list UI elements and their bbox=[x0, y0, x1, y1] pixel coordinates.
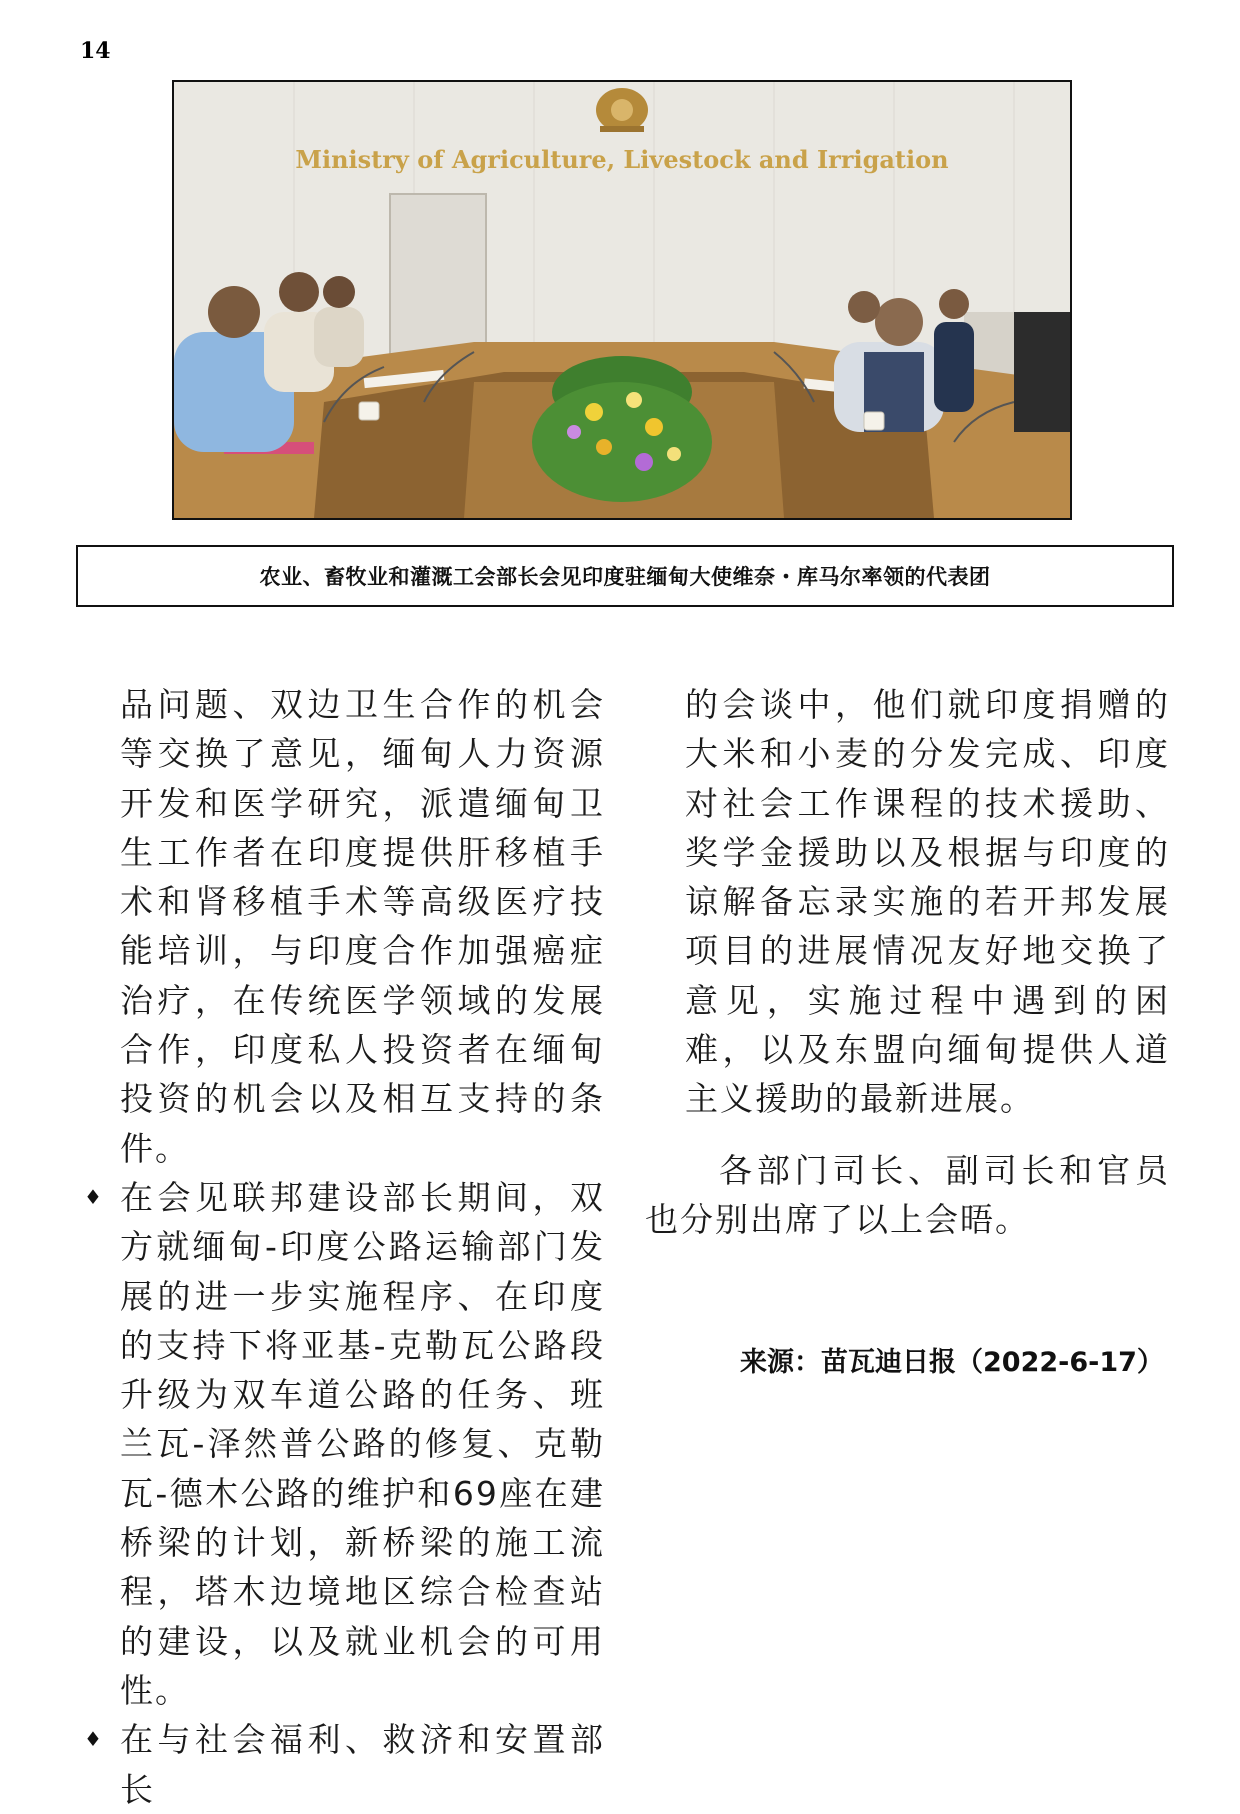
continued-paragraph-right: 的会谈中，他们就印度捐赠的大米和小麦的分发完成、印度对社会工作课程的技术援助、奖学金援助以及根据与印度的谅解备忘录实施的若开邦发展项目的进展情况友好地交换了意见，实施过程中遇到的困难，以及东盟向缅甸提供人道主义援助的最新进展。 bbox=[685, 685, 1170, 1119]
ministry-sign: Ministry of Agriculture, Livestock and Irrigation bbox=[295, 145, 949, 174]
meeting-photo bbox=[172, 80, 1072, 520]
meeting-scene-illustration bbox=[174, 82, 1070, 518]
flower-arrangement-icon bbox=[532, 356, 712, 502]
continued-paragraph: 品问题、双边卫生合作的机会等交换了意见，缅甸人力资源开发和医学研究，派遣缅甸卫生工作者在印度提供肝移植手术和肾移植手术等高级医疗技能培训，与印度合作加强癌症治疗，在传统医学领域的发展合作，印度私人投资者在缅甸投资的机会以及相互支持的条件。 bbox=[120, 685, 605, 1168]
bullet-item-construction bbox=[84, 1173, 605, 1715]
door bbox=[390, 194, 486, 364]
bullet-item-social-welfare bbox=[84, 1715, 605, 1814]
left-column bbox=[84, 680, 605, 1814]
page-number: 14 bbox=[80, 38, 111, 64]
closing-paragraph-block bbox=[645, 1146, 1170, 1245]
bullet-text: 在会见联邦建设部长期间，双方就缅甸-印度公路运输部门发展的进一步实施程序、在印度的支持下将亚基-克勒瓦公路段升级为双车道公路的任务、班兰瓦-泽然普公路的修复、克勒瓦-德木公路的维护和69座在建桥梁的计划，新桥梁的施工流程，塔木边境地区综合检查站的建设，以及就业机会的可用性。 bbox=[120, 1177, 605, 1710]
closing-paragraph: 各部门司长、副司长和官员也分别出席了以上会晤。 bbox=[645, 1151, 1170, 1240]
state-emblem-icon bbox=[596, 88, 648, 132]
photo-caption: 农业、畜牧业和灌溉工会部长会见印度驻缅甸大使维奈・库马尔率领的代表团 bbox=[259, 565, 991, 589]
bullet-text: 在与社会福利、救济和安置部长 bbox=[120, 1720, 605, 1809]
photo-caption-box bbox=[76, 545, 1174, 607]
source-credit: 来源：苗瓦迪日报（2022-6-17） bbox=[740, 1347, 1164, 1378]
diamond-bullet-icon: ♦ bbox=[84, 1184, 104, 1209]
right-column bbox=[685, 680, 1170, 1124]
diamond-bullet-icon: ♦ bbox=[84, 1727, 104, 1752]
